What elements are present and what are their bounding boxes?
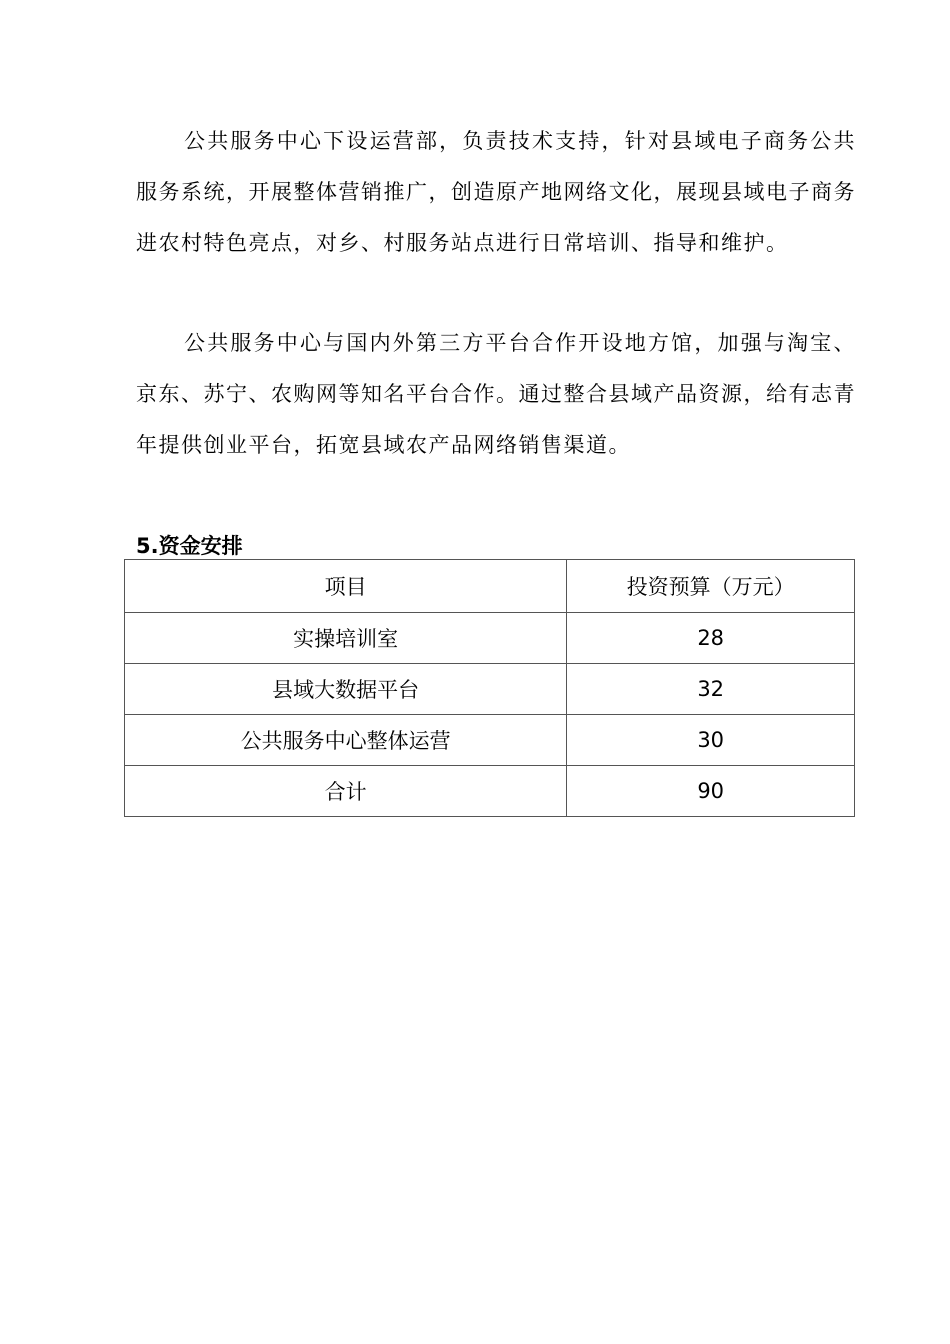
budget-table xyxy=(124,559,855,817)
section-heading-funding: 5.资金安排 xyxy=(136,534,243,558)
cell-budget: 28 xyxy=(567,613,855,664)
header-item: 项目 xyxy=(125,560,567,613)
table-row xyxy=(125,715,855,766)
cell-item: 合计 xyxy=(125,766,567,817)
cell-budget: 32 xyxy=(567,664,855,715)
table-row xyxy=(125,664,855,715)
table-row-total xyxy=(125,766,855,817)
body-paragraph-platforms: 公共服务中心与国内外第三方平台合作开设地方馆，加强与淘宝、京东、苏宁、农购网等知名平台合作。通过整合县域产品资源，给有志青年提供创业平台，拓宽县域农产品网络销售渠道。 xyxy=(136,331,856,457)
table-row xyxy=(125,613,855,664)
cell-item: 县域大数据平台 xyxy=(125,664,567,715)
header-budget: 投资预算（万元） xyxy=(567,560,855,613)
table-header-row xyxy=(125,560,855,613)
cell-budget: 90 xyxy=(567,766,855,817)
cell-item: 公共服务中心整体运营 xyxy=(125,715,567,766)
body-paragraph-operations: 公共服务中心下设运营部，负责技术支持，针对县域电子商务公共服务系统，开展整体营销推广，创造原产地网络文化，展现县域电子商务进农村特色亮点，对乡、村服务站点进行日常培训、指导和维护。 xyxy=(136,129,856,255)
cell-budget: 30 xyxy=(567,715,855,766)
cell-item: 实操培训室 xyxy=(125,613,567,664)
